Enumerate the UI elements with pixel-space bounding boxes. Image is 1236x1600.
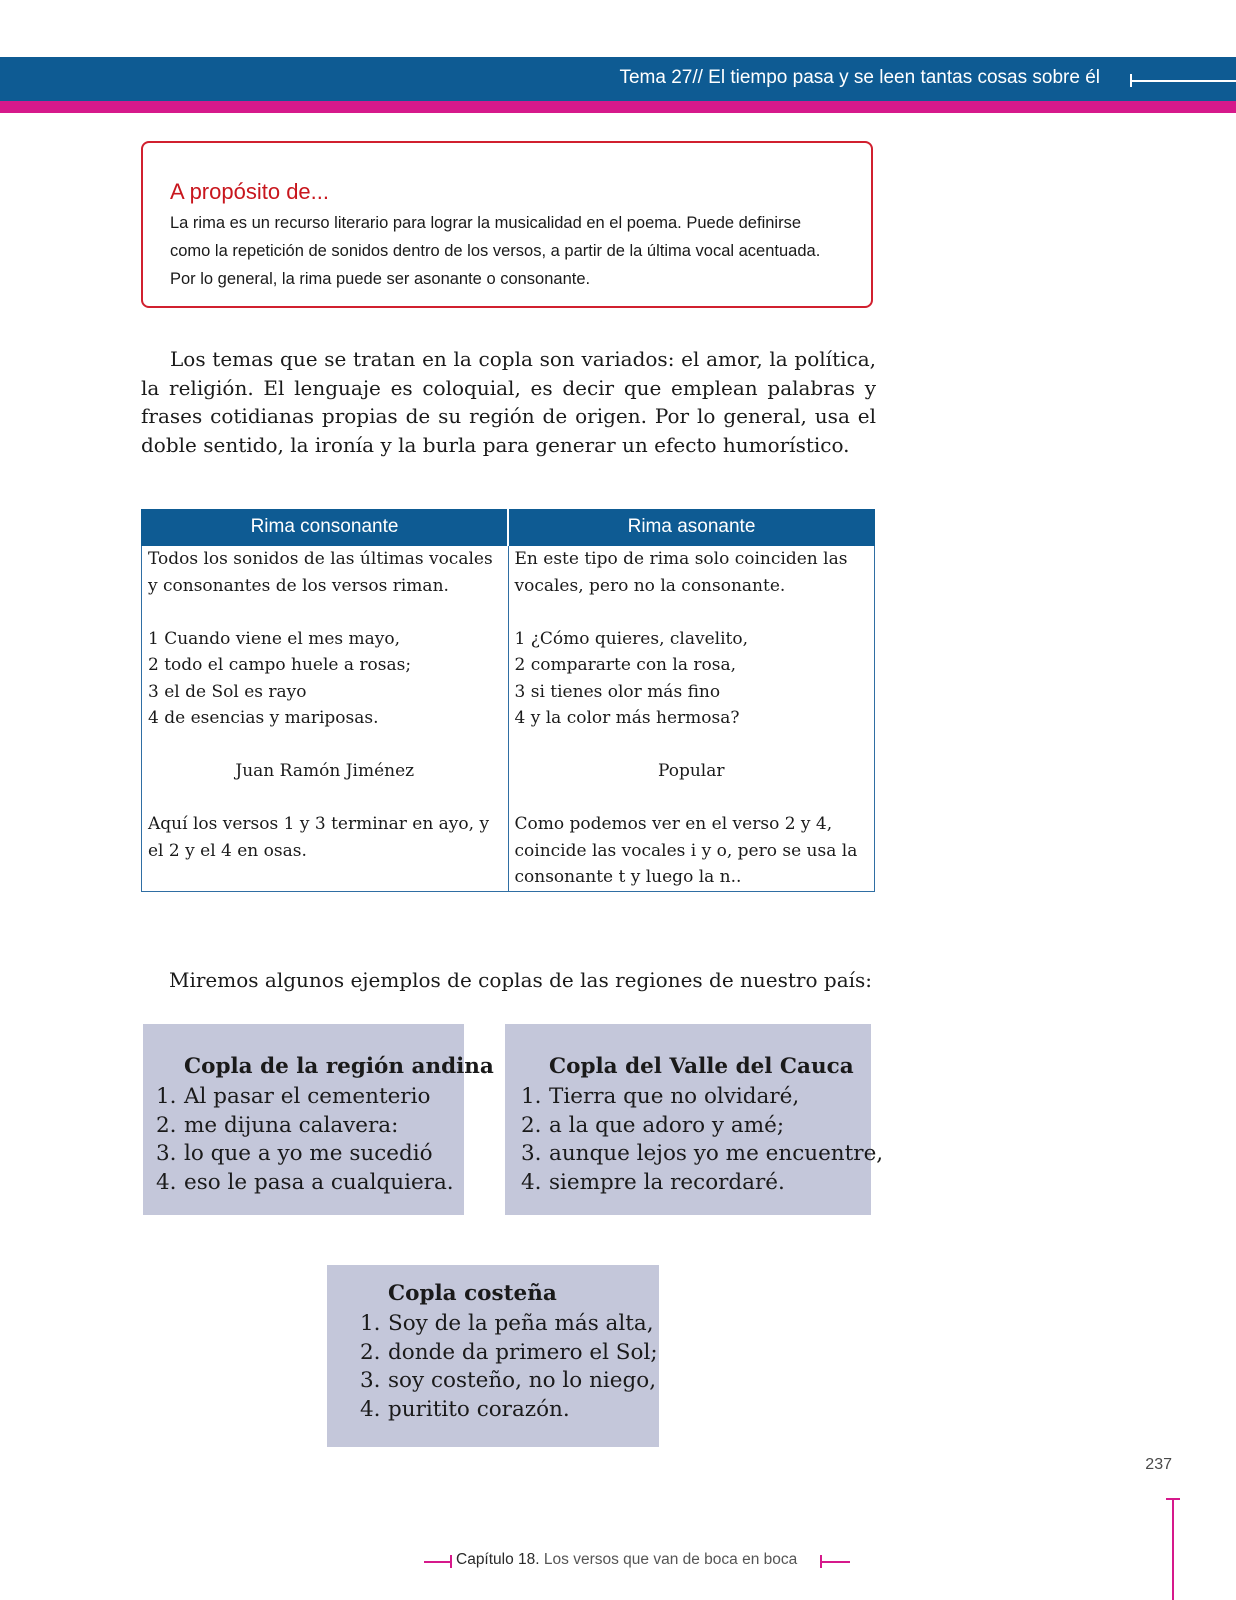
chapter-title: Los versos que van de boca en boca <box>543 1551 798 1568</box>
verse-line: 1 Cuando viene el mes mayo, <box>148 628 401 649</box>
copla-line <box>360 1367 658 1396</box>
copla-line <box>521 1140 883 1169</box>
consonante-author: Juan Ramón Jiménez <box>235 761 415 781</box>
line-number: 3. <box>360 1368 381 1393</box>
copla-line <box>521 1169 883 1198</box>
asonante-definition <box>515 546 869 599</box>
explanation-line: coincide las vocales i y o, pero se usa la <box>514 840 858 861</box>
footer-vertical-rule <box>1172 1498 1174 1600</box>
consonante-cell <box>142 546 509 892</box>
header-title: Tema 27// El tiempo pasa y se leen tantas cosas sobre él <box>619 67 1100 88</box>
copla-line <box>521 1112 883 1141</box>
definition-line: y consonantes de los versos riman. <box>148 575 449 596</box>
verse-line: 4 de esencias y mariposas. <box>148 708 379 728</box>
verse-line: 2 todo el campo huele a rosas; <box>148 655 412 675</box>
definition-line: Todos los sonidos de las últimas vocales <box>148 549 493 569</box>
copla-line <box>156 1169 454 1198</box>
footer-rule-right <box>820 1561 850 1563</box>
header-rule <box>1130 80 1236 82</box>
table-header-row <box>142 510 875 546</box>
header-accent-stripe <box>0 101 1236 113</box>
copla-line <box>156 1112 454 1141</box>
table-header-asonante: Rima asonante <box>508 510 875 546</box>
line-number: 3. <box>156 1141 177 1166</box>
copla-line <box>156 1140 454 1169</box>
line-text: puritito corazón. <box>388 1396 570 1422</box>
line-text: lo que a yo me sucedió <box>184 1141 433 1166</box>
copla-line <box>156 1083 454 1112</box>
line-text: a la que adoro y amé; <box>549 1112 785 1138</box>
verse-line: 1 ¿Cómo quieres, clavelito, <box>514 628 748 649</box>
definition-line: En este tipo de rima solo coinciden las <box>514 549 848 569</box>
chapter-label: Capítulo 18. <box>456 1551 540 1568</box>
asonante-cell <box>508 546 875 892</box>
line-number: 3. <box>521 1141 542 1166</box>
verse-line: 2 compararte con la rosa, <box>514 655 737 675</box>
copla-line <box>360 1310 658 1339</box>
verse-line: 3 el de Sol es rayo <box>148 681 307 702</box>
line-text: soy costeño, no lo niego, <box>388 1368 657 1393</box>
rhyme-table <box>141 509 875 892</box>
verse-line: 4 y la color más hermosa? <box>514 708 740 728</box>
line-text: donde da primero el Sol; <box>388 1339 658 1365</box>
note-box <box>141 141 873 308</box>
line-number: 1. <box>360 1311 381 1336</box>
line-number: 1. <box>521 1084 542 1109</box>
note-line: Por lo general, la rima puede ser asonante o consonante. <box>170 270 591 288</box>
copla-box-andina <box>143 1024 494 1215</box>
line-number: 1. <box>156 1084 177 1109</box>
note-line: La rima es un recurso literario para lograr la musicalidad en el poema. Puede definirse <box>170 214 801 232</box>
copla-title: Copla del Valle del Cauca <box>549 1054 854 1079</box>
copla-lines <box>156 1083 454 1197</box>
footer-chapter <box>456 1551 797 1569</box>
definition-line: vocales, pero no la consonante. <box>514 575 786 596</box>
copla-line <box>360 1339 658 1368</box>
line-text: me dijuna calavera: <box>184 1112 399 1138</box>
examples-intro: Miremos algunos ejemplos de coplas de las regiones de nuestro país: <box>169 968 873 992</box>
consonante-explanation <box>148 811 502 864</box>
explanation-line: Como podemos ver en el verso 2 y 4, <box>514 814 833 834</box>
table-row <box>142 546 875 892</box>
body-paragraph: Los temas que se tratan en la copla son variados: el amor, la política, la religión. El lenguaje es coloquial, es decir que emplean palabras y frases cotidianas propias de su región de origen. Por lo general, usa el doble sentido, la ironía y la burla para generar un efecto humorístico. <box>141 347 876 457</box>
copla-lines <box>360 1310 658 1424</box>
copla-line <box>360 1396 658 1425</box>
line-number: 4. <box>521 1169 542 1195</box>
line-text: Al pasar el cementerio <box>184 1084 431 1109</box>
asonante-verses <box>515 626 869 732</box>
page-number: 237 <box>1145 1456 1172 1473</box>
explanation-line: Aquí los versos 1 y 3 terminar en ayo, y <box>148 814 490 834</box>
explanation-line: consonante t y luego la n.. <box>514 867 742 887</box>
copla-lines <box>521 1083 883 1197</box>
footer-rule-left <box>424 1561 452 1563</box>
copla-title: Copla costeña <box>388 1281 557 1306</box>
copla-line <box>521 1083 883 1112</box>
copla-title: Copla de la región andina <box>184 1054 494 1079</box>
line-number: 2. <box>156 1112 177 1138</box>
line-text: eso le pasa a cualquiera. <box>184 1169 454 1195</box>
verse-line: 3 si tienes olor más fino <box>514 681 721 702</box>
line-text: aunque lejos yo me encuentre, <box>549 1141 884 1166</box>
note-title: A propósito de... <box>170 179 329 204</box>
asonante-explanation <box>515 811 869 891</box>
note-body <box>170 209 850 293</box>
consonante-definition <box>148 546 502 599</box>
line-text: Tierra que no olvidaré, <box>549 1084 800 1109</box>
explanation-line: el 2 y el 4 en osas. <box>148 840 307 861</box>
note-line: como la repetición de sonidos dentro de los versos, a partir de la última vocal acentuada. <box>170 242 821 260</box>
header-rule-tick <box>1130 74 1132 87</box>
copla-box-costena <box>327 1265 659 1447</box>
line-number: 2. <box>360 1339 381 1365</box>
consonante-verses <box>148 626 502 732</box>
line-number: 4. <box>156 1169 177 1195</box>
line-text: Soy de la peña más alta, <box>388 1311 654 1336</box>
copla-box-valle-del-cauca <box>505 1024 884 1215</box>
table-header-consonante: Rima consonante <box>142 510 509 546</box>
line-number: 4. <box>360 1396 381 1422</box>
footer-rule-tick-left <box>450 1555 452 1568</box>
line-text: siempre la recordaré. <box>549 1169 785 1195</box>
line-number: 2. <box>521 1112 542 1138</box>
asonante-author: Popular <box>657 761 725 781</box>
